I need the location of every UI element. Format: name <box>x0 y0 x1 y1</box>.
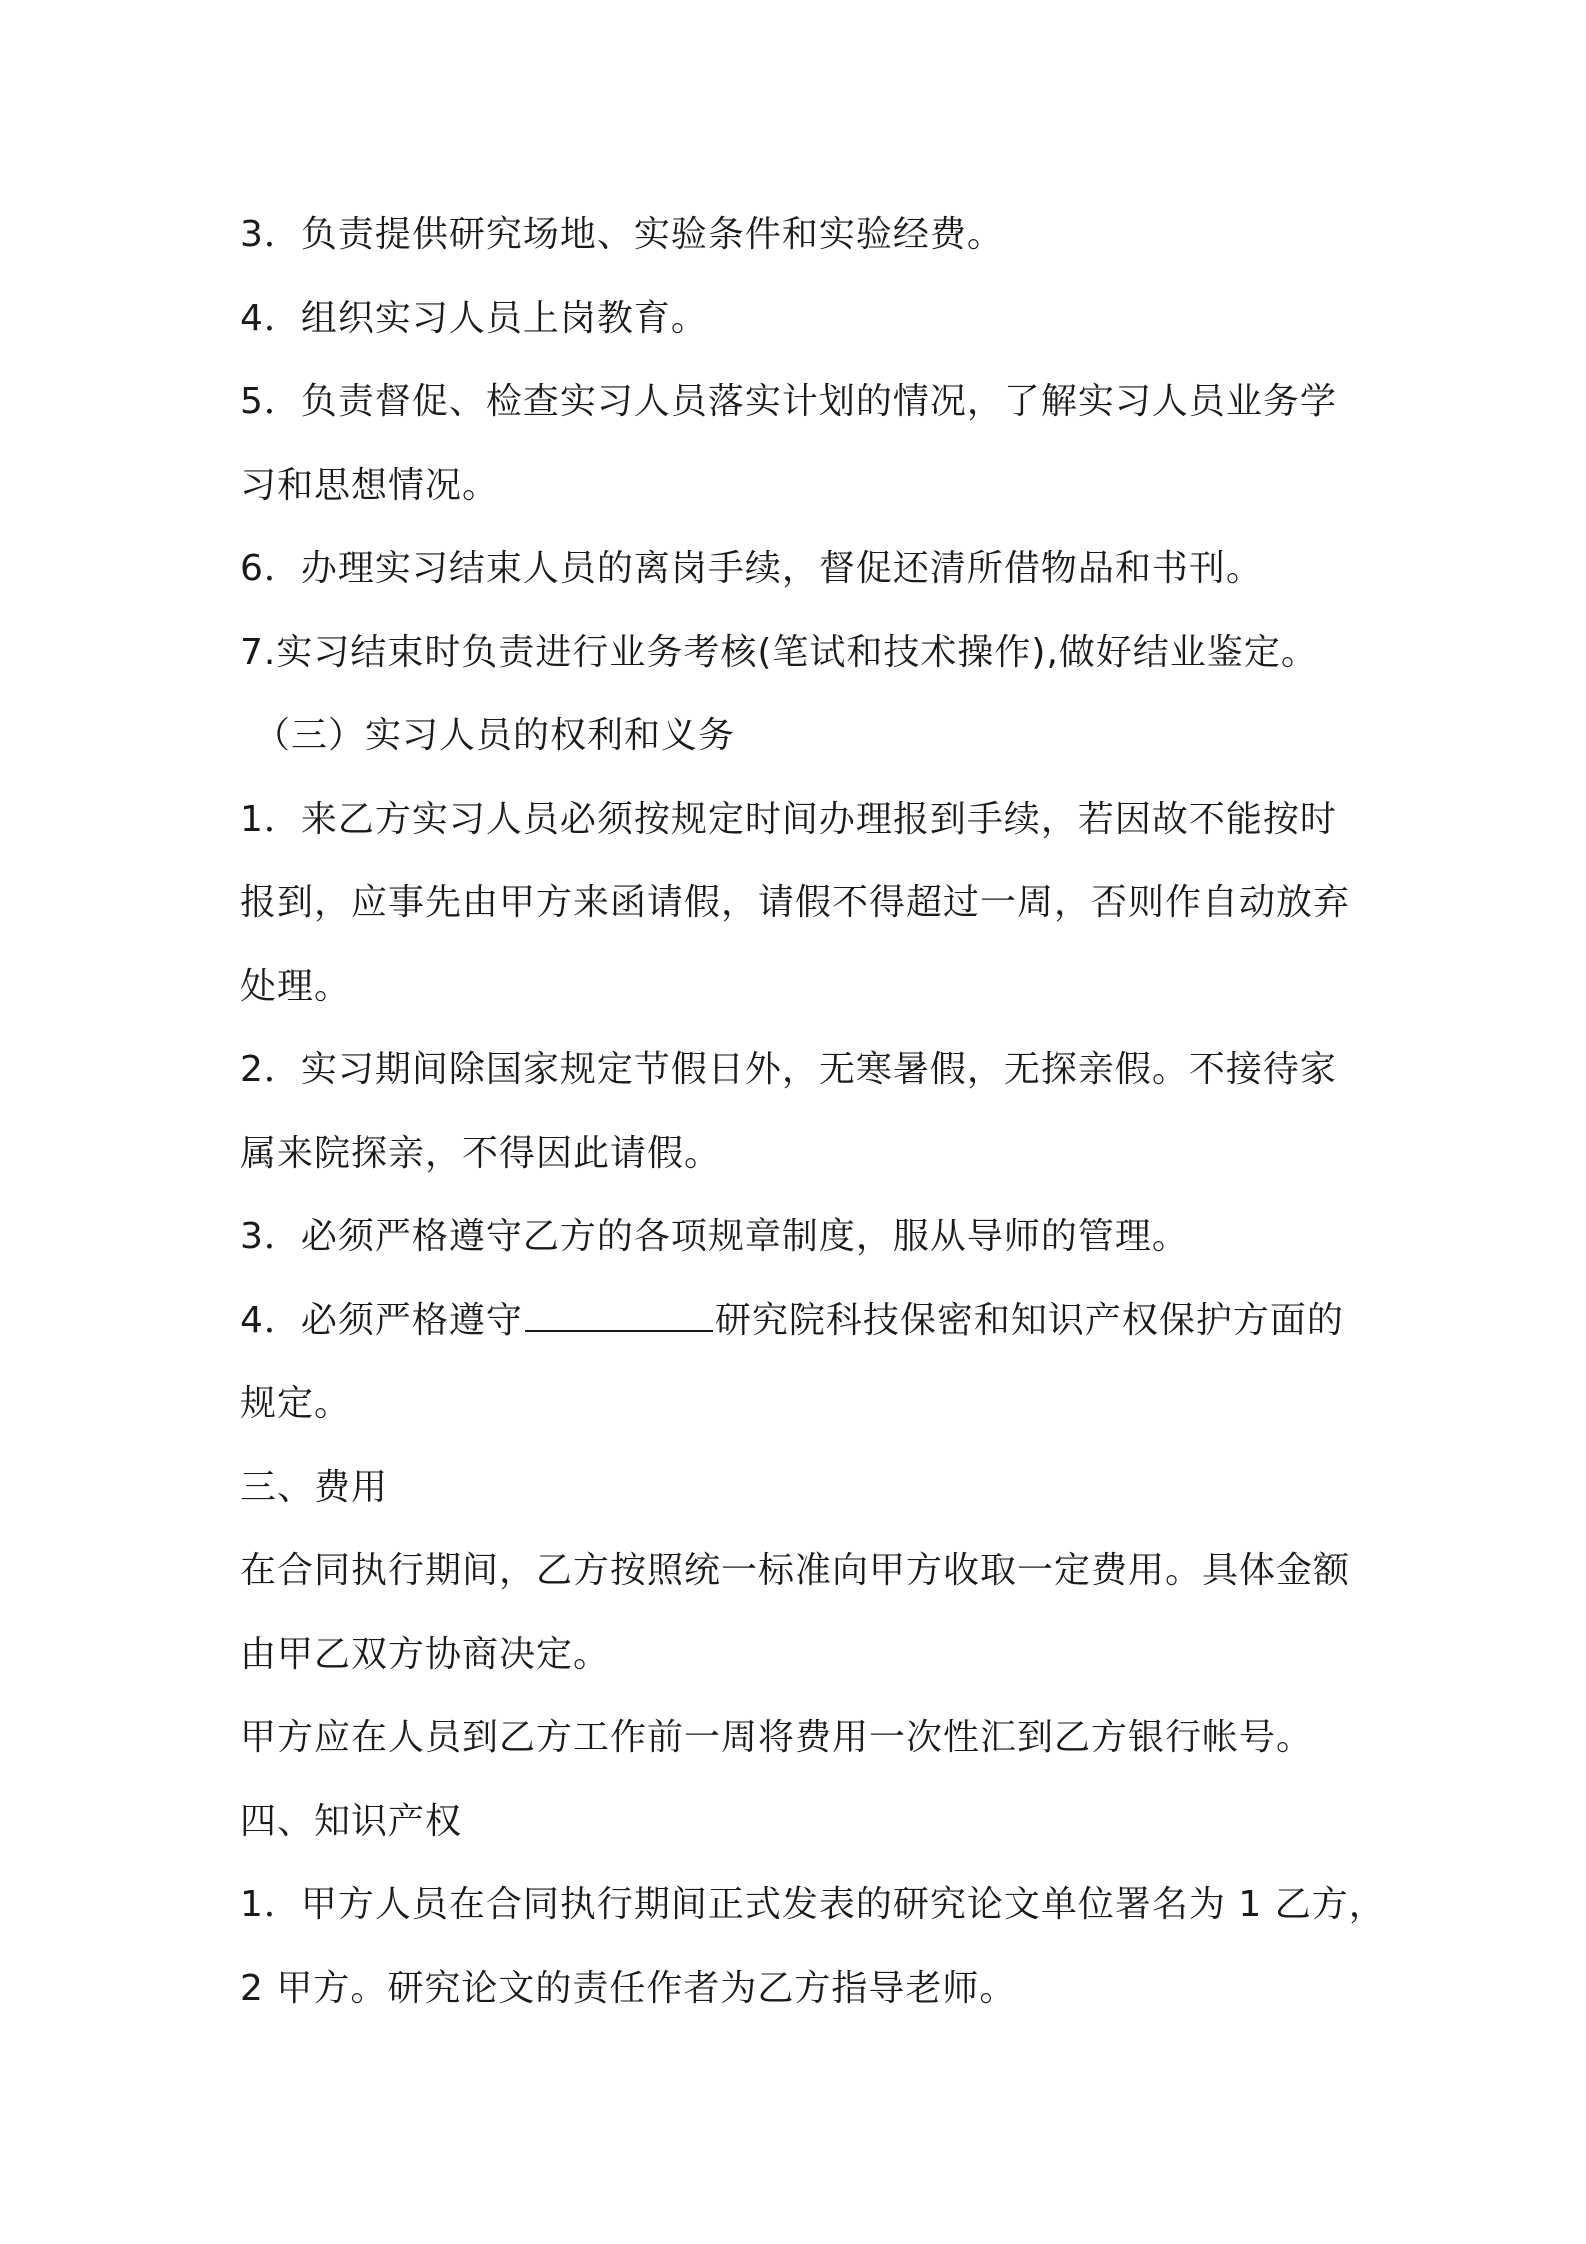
text-fragment: 研究院科技保密和知识产权保护方面的 <box>714 1299 1344 1341</box>
text-fragment: 4．必须严格遵守 <box>240 1299 523 1341</box>
text-line: 3．必须严格遵守乙方的各项规章制度，服从导师的管理。 <box>240 1216 1189 1257</box>
text-line: 1．来乙方实习人员必须按规定时间办理报到手续，若因故不能按时 <box>240 798 1337 840</box>
text-line: 5．负责督促、检查实习人员落实计划的情况，了解实习人员业务学 <box>240 381 1337 422</box>
text-line-with-blank <box>240 1279 1375 1363</box>
text-line: 2 甲方。研究论文的责任作者为乙方指导老师。 <box>240 1967 1017 2009</box>
text-line: 2．实习期间除国家规定节假日外，无寒暑假，无探亲假。不接待家 <box>240 1049 1337 1090</box>
text-line: 4．组织实习人员上岗教育。 <box>240 297 708 339</box>
text-line: 3．负责提供研究场地、实验条件和实验经费。 <box>240 214 1004 255</box>
text-line: 7.实习结束时负责进行业务考核(笔试和技术操作),做好结业鉴定。 <box>240 631 1318 673</box>
document-page <box>240 193 1386 2030</box>
text-line: 6．办理实习结束人员的离岗手续，督促还清所借物品和书刊。 <box>240 548 1263 589</box>
text-line: 甲方应在人员到乙方工作前一周将费用一次性汇到乙方银行帐号。 <box>240 1717 1314 1758</box>
text-line: 规定。 <box>240 1383 352 1424</box>
section-heading: 四、知识产权 <box>240 1800 463 1842</box>
text-line: 习和思想情况。 <box>240 464 500 506</box>
fill-in-blank <box>525 1300 713 1332</box>
text-line: 由甲乙双方协商决定。 <box>240 1633 611 1675</box>
text-line: 1．甲方人员在合同执行期间正式发表的研究论文单位署名为 1 乙方， <box>240 1884 1386 1925</box>
section-heading: （三）实习人员的权利和义务 <box>254 715 736 756</box>
text-line: 报到，应事先由甲方来函请假，请假不得超过一周，否则作自动放弃 <box>240 882 1351 923</box>
text-line: 属来院探亲，不得因此请假。 <box>240 1132 722 1174</box>
section-heading: 三、费用 <box>240 1466 389 1508</box>
text-line: 处理。 <box>240 965 352 1007</box>
text-line: 在合同执行期间，乙方按照统一标准向甲方收取一定费用。具体金额 <box>240 1550 1351 1591</box>
